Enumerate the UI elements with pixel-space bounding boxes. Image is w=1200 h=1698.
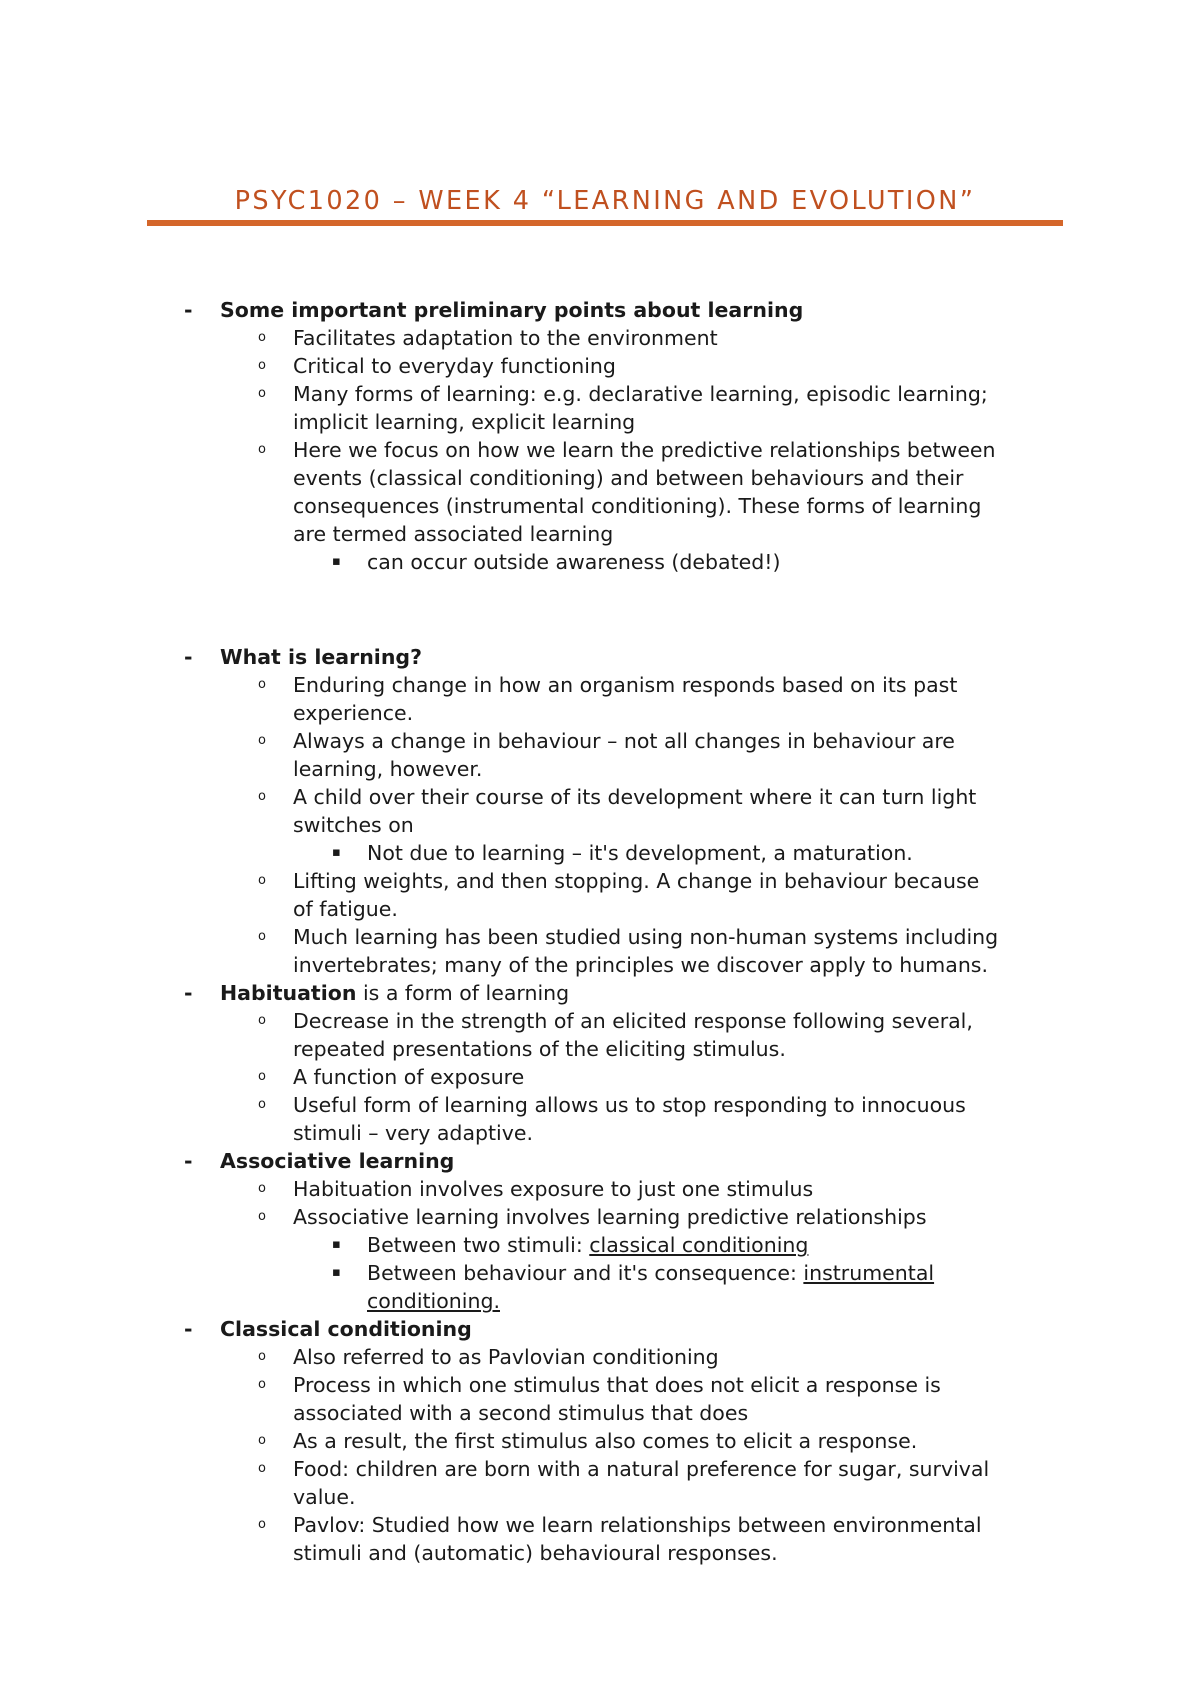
dash-bullet: -	[184, 1317, 193, 1341]
list-item-continuation: stimuli and (automatic) behavioural responses.	[293, 1541, 778, 1565]
list-item: Critical to everyday functioning	[293, 354, 616, 378]
sub-list-item: Not due to learning – it's development, a maturation.	[367, 841, 913, 865]
circle-bullet: o	[258, 1377, 266, 1392]
circle-bullet: o	[258, 1349, 266, 1364]
dash-bullet: -	[184, 645, 193, 669]
list-item-continuation: value.	[293, 1485, 356, 1509]
list-item: Much learning has been studied using non-human systems including	[293, 925, 999, 949]
circle-bullet: o	[258, 1069, 266, 1084]
list-item: Decrease in the strength of an elicited response following several,	[293, 1009, 973, 1033]
list-item: Pavlov: Studied how we learn relationships between environmental	[293, 1513, 982, 1537]
list-item: Facilitates adaptation to the environment	[293, 326, 718, 350]
square-bullet: ▪	[332, 1237, 341, 1252]
circle-bullet: o	[258, 1209, 266, 1224]
list-item-continuation: are termed associated learning	[293, 522, 614, 546]
dash-bullet: -	[184, 1149, 193, 1173]
section-heading-habituation	[220, 979, 569, 1007]
list-item-continuation: stimuli – very adaptive.	[293, 1121, 534, 1145]
list-item: Enduring change in how an organism responds based on its past	[293, 673, 958, 697]
sub-list-item: can occur outside awareness (debated!)	[367, 550, 781, 574]
habituation-term: Habituation	[220, 981, 357, 1005]
instrumental-conditioning-link[interactable]: instrumental	[803, 1261, 935, 1285]
habituation-rest: is a form of learning	[356, 981, 570, 1005]
instrumental-conditioning-link-continued[interactable]: conditioning.	[367, 1289, 500, 1313]
circle-bullet: o	[258, 677, 266, 692]
title-underline-rule	[147, 220, 1063, 226]
dash-bullet: -	[184, 981, 193, 1005]
section-heading-preliminary: Some important preliminary points about learning	[220, 298, 804, 322]
list-item: As a result, the first stimulus also comes to elicit a response.	[293, 1429, 918, 1453]
circle-bullet: o	[258, 1517, 266, 1532]
list-item: Process in which one stimulus that does not elicit a response is	[293, 1373, 941, 1397]
circle-bullet: o	[258, 789, 266, 804]
sub-list-text: Between behaviour and it's consequence:	[367, 1261, 804, 1285]
classical-conditioning-link[interactable]: classical conditioning	[589, 1233, 809, 1257]
list-item-continuation: implicit learning, explicit learning	[293, 410, 636, 434]
square-bullet: ▪	[332, 554, 341, 569]
list-item-continuation: associated with a second stimulus that does	[293, 1401, 749, 1425]
circle-bullet: o	[258, 442, 266, 457]
list-item: A function of exposure	[293, 1065, 525, 1089]
list-item: A child over their course of its development where it can turn light	[293, 785, 977, 809]
list-item: Associative learning involves learning predictive relationships	[293, 1205, 927, 1229]
list-item: Food: children are born with a natural preference for sugar, survival	[293, 1457, 990, 1481]
section-heading-what-is-learning: What is learning?	[220, 645, 422, 669]
circle-bullet: o	[258, 358, 266, 373]
sub-list-item	[367, 1259, 934, 1287]
list-item: Also referred to as Pavlovian conditioning	[293, 1345, 719, 1369]
circle-bullet: o	[258, 386, 266, 401]
list-item-continuation: consequences (instrumental conditioning). These forms of learning	[293, 494, 982, 518]
square-bullet: ▪	[332, 845, 341, 860]
list-item: Lifting weights, and then stopping. A change in behaviour because	[293, 869, 980, 893]
circle-bullet: o	[258, 929, 266, 944]
list-item-continuation: learning, however.	[293, 757, 483, 781]
list-item: Here we focus on how we learn the predictive relationships between	[293, 438, 996, 462]
circle-bullet: o	[258, 1181, 266, 1196]
list-item-continuation: invertebrates; many of the principles we discover apply to humans.	[293, 953, 989, 977]
list-item: Habituation involves exposure to just one stimulus	[293, 1177, 814, 1201]
sub-list-item	[367, 1231, 808, 1259]
circle-bullet: o	[258, 1461, 266, 1476]
circle-bullet: o	[258, 733, 266, 748]
list-item-continuation: of fatigue.	[293, 897, 398, 921]
circle-bullet: o	[258, 1013, 266, 1028]
list-item: Useful form of learning allows us to stop responding to innocuous	[293, 1093, 966, 1117]
circle-bullet: o	[258, 1097, 266, 1112]
list-item-continuation: experience.	[293, 701, 414, 725]
circle-bullet: o	[258, 873, 266, 888]
list-item: Many forms of learning: e.g. declarative learning, episodic learning;	[293, 382, 988, 406]
list-item-continuation: events (classical conditioning) and between behaviours and their	[293, 466, 964, 490]
section-heading-classical-conditioning: Classical conditioning	[220, 1317, 472, 1341]
sub-list-item-continuation	[367, 1287, 500, 1315]
section-heading-associative-learning: Associative learning	[220, 1149, 455, 1173]
list-item: Always a change in behaviour – not all changes in behaviour are	[293, 729, 955, 753]
circle-bullet: o	[258, 1433, 266, 1448]
square-bullet: ▪	[332, 1265, 341, 1280]
page-title: PSYC1020 – WEEK 4 “LEARNING AND EVOLUTION”	[234, 186, 976, 216]
circle-bullet: o	[258, 330, 266, 345]
dash-bullet: -	[184, 298, 193, 322]
list-item-continuation: switches on	[293, 813, 414, 837]
list-item-continuation: repeated presentations of the eliciting stimulus.	[293, 1037, 786, 1061]
sub-list-text: Between two stimuli:	[367, 1233, 590, 1257]
